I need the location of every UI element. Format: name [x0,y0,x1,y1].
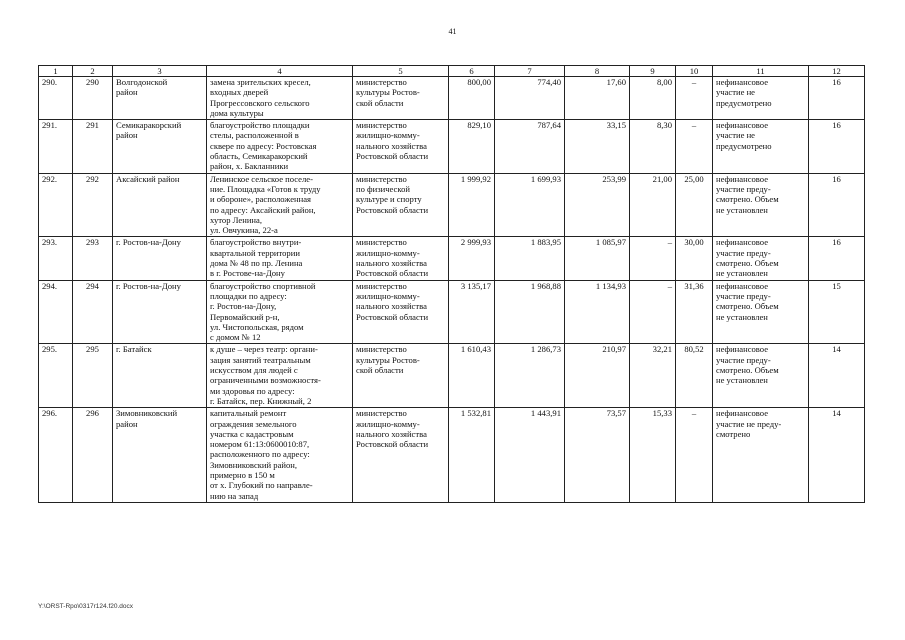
sponsor-funds-cell: 25,00 [676,173,713,237]
score-cell: 15 [809,280,865,344]
total-cost-cell: 1 610,43 [449,344,495,408]
table-row [39,408,865,503]
ministry-line: министерство [356,77,407,87]
project-name-line: номером 61:13:0600010:87, [210,439,310,450]
project-name-line: г. Ростов-на-Дону, [210,301,277,312]
nonfinancial-participation-line: смотрено. Объем [716,194,779,205]
row-number-cell: 295. [39,344,73,408]
ministry-line: культуры Ростов- [356,87,420,98]
registry-table [38,65,865,503]
population-funds-cell: 32,21 [630,344,676,408]
municipality-cell [113,344,207,408]
ministry-line: жилищно-комму- [356,290,420,301]
ministry-line: министерство [356,237,407,248]
ministry-line: ской области [356,97,404,108]
nonfinancial-participation-line: нефинансовое [716,408,769,419]
project-name-line: от х. Глубокий по направле- [210,480,313,491]
table-row [39,77,865,120]
project-name-line: дома № 48 по пр. Ленина [210,258,303,269]
project-name-line: участка с кадастровым [210,428,294,439]
regional-budget-cell: 1 883,95 [495,237,565,280]
file-path-footer: Y:\ORST-Rpo\0317r124.f20.docx [38,603,134,610]
ministry-cell [353,237,449,280]
ministry-line: жилищно-комму- [356,418,420,429]
project-name-line: ограниченными возможностя- [210,375,321,386]
project-name-line: стелы, расположенной в [210,130,299,141]
population-funds-cell: – [630,280,676,344]
regional-budget-cell: 787,64 [495,120,565,173]
nonfinancial-participation-line: нефинансовое [716,173,769,184]
ministry-line: нального хозяйства [356,258,427,269]
project-name-line: с домом № 12 [210,332,261,343]
project-name-line: благоустройство спортивной [210,280,316,291]
table-row [39,237,865,280]
project-name-line: искусством для людей с [210,365,298,376]
project-name-cell [207,408,353,503]
municipality-line: район [116,418,138,429]
nonfinancial-participation-line: участие преду- [716,247,771,258]
nonfinancial-participation-line: участие не [716,130,755,141]
sponsor-funds-cell: 80,52 [676,344,713,408]
project-name-line: Ленинское сельское поселе- [210,173,313,184]
project-name-line: ул. Чистопольская, рядом [210,321,304,332]
project-name-line: примерно в 150 м [210,469,275,480]
population-funds-cell: 8,00 [630,77,676,120]
local-budget-cell: 1 134,93 [565,280,630,344]
local-budget-cell: 73,57 [565,408,630,503]
project-name-line: ограждения земельного [210,418,297,429]
total-cost-cell: 829,10 [449,120,495,173]
local-budget-cell: 17,60 [565,77,630,120]
sponsor-funds-cell: – [676,408,713,503]
score-cell: 14 [809,408,865,503]
ministry-line: министерство [356,408,407,419]
nonfinancial-participation-line: участие не [716,87,755,98]
ministry-line: министерство [356,173,407,184]
local-budget-cell: 253,99 [565,173,630,237]
table-row [39,120,865,173]
project-name-line: входных дверей [210,87,269,98]
col-header-6: 6 [449,66,495,77]
item-number-cell: 295 [73,344,113,408]
table-row [39,280,865,344]
population-funds-cell: – [630,237,676,280]
project-name-line: Зимовниковский район, [210,459,298,470]
nonfinancial-participation-cell [713,408,809,503]
total-cost-cell: 1 999,92 [449,173,495,237]
local-budget-cell: 33,15 [565,120,630,173]
item-number-cell: 296 [73,408,113,503]
project-name-line: к душе – через театр: органи- [210,344,318,355]
municipality-line: Зимовниковский [116,408,178,419]
col-header-1: 1 [39,66,73,77]
nonfinancial-participation-line: нефинансовое [716,344,769,355]
nonfinancial-participation-cell [713,173,809,237]
nonfinancial-participation-cell [713,344,809,408]
project-name-cell [207,280,353,344]
population-funds-cell: 15,33 [630,408,676,503]
col-header-11: 11 [713,66,809,77]
sponsor-funds-cell: 31,36 [676,280,713,344]
nonfinancial-participation-line: нефинансовое [716,120,769,131]
col-header-9: 9 [630,66,676,77]
project-name-line: сквере по адресу: Ростовская [210,140,317,151]
nonfinancial-participation-line: смотрено. Объем [716,365,779,376]
nonfinancial-participation-line: участие преду- [716,290,771,301]
col-header-12: 12 [809,66,865,77]
total-cost-cell: 3 135,17 [449,280,495,344]
municipality-line: г. Батайск [116,344,152,355]
municipality-line: Волгодонской [116,77,168,87]
project-name-cell [207,120,353,173]
ministry-line: жилищно-комму- [356,130,420,141]
nonfinancial-participation-line: предусмотрено [716,97,772,108]
nonfinancial-participation-line: нефинансовое [716,280,769,291]
project-name-line: ми здоровья по адресу: [210,385,295,396]
nonfinancial-participation-line: нефинансовое [716,77,769,87]
ministry-cell [353,173,449,237]
municipality-cell [113,237,207,280]
score-cell: 16 [809,173,865,237]
ministry-line: по физической [356,183,411,194]
score-cell: 14 [809,344,865,408]
project-name-line: Первомайский р-н, [210,311,280,322]
ministry-line: Ростовской области [356,204,429,215]
municipality-line: район [116,130,138,141]
project-name-line: хутор Ленина, [210,214,262,225]
population-funds-cell: 21,00 [630,173,676,237]
regional-budget-cell: 1 699,93 [495,173,565,237]
project-name-line: ул. Овчукина, 22-а [210,225,278,236]
nonfinancial-participation-cell [713,120,809,173]
regional-budget-cell: 1 968,88 [495,280,565,344]
project-name-line: дома культуры [210,107,264,118]
project-name-line: зация занятий театральным [210,354,311,365]
population-funds-cell: 8,30 [630,120,676,173]
table-row [39,344,865,408]
col-header-3: 3 [113,66,207,77]
row-number-cell: 293. [39,237,73,280]
ministry-line: Ростовской области [356,311,429,322]
ministry-line: министерство [356,344,407,355]
ministry-line: нального хозяйства [356,428,427,439]
nonfinancial-participation-line: не установлен [716,268,768,279]
project-name-line: квартальной территории [210,247,300,258]
municipality-line: район [116,87,138,98]
col-header-7: 7 [495,66,565,77]
project-name-line: площадки по адресу: [210,290,287,301]
project-name-line: благоустройство внутри- [210,237,302,248]
ministry-line: нального хозяйства [356,301,427,312]
ministry-line: министерство [356,120,407,131]
sponsor-funds-cell: 30,00 [676,237,713,280]
item-number-cell: 291 [73,120,113,173]
municipality-cell [113,408,207,503]
col-header-10: 10 [676,66,713,77]
total-cost-cell: 800,00 [449,77,495,120]
ministry-line: Ростовской области [356,439,429,450]
nonfinancial-participation-cell [713,77,809,120]
table-row [39,173,865,237]
header-row [39,66,865,77]
row-number-cell: 290. [39,77,73,120]
project-name-line: нию на запад [210,490,259,501]
nonfinancial-participation-cell [713,237,809,280]
nonfinancial-participation-line: смотрено. Объем [716,301,779,312]
project-name-line: г. Батайск, пер. Книжный, 2 [210,395,312,406]
project-name-line: по адресу: Аксайский район, [210,204,316,215]
regional-budget-cell: 1 443,91 [495,408,565,503]
ministry-cell [353,344,449,408]
score-cell: 16 [809,77,865,120]
row-number-cell: 291. [39,120,73,173]
project-name-line: расположенного по адресу: [210,449,310,460]
project-name-line: район, х. Бакланники [210,161,289,172]
nonfinancial-participation-cell [713,280,809,344]
project-name-cell [207,344,353,408]
ministry-cell [353,77,449,120]
municipality-cell [113,77,207,120]
ministry-cell [353,408,449,503]
nonfinancial-participation-line: предусмотрено [716,140,772,151]
nonfinancial-participation-line: смотрено. Объем [716,258,779,269]
ministry-line: жилищно-комму- [356,247,420,258]
ministry-line: культуры Ростов- [356,354,420,365]
project-name-line: и обороне», расположенная [210,194,311,205]
nonfinancial-participation-line: не установлен [716,311,768,322]
row-number-cell: 296. [39,408,73,503]
regional-budget-cell: 1 286,73 [495,344,565,408]
total-cost-cell: 2 999,93 [449,237,495,280]
project-name-cell [207,77,353,120]
sponsor-funds-cell: – [676,120,713,173]
municipality-cell [113,173,207,237]
local-budget-cell: 1 085,97 [565,237,630,280]
col-header-5: 5 [353,66,449,77]
project-name-line: капитальный ремонт [210,408,287,419]
municipality-line: г. Ростов-на-Дону [116,237,181,248]
item-number-cell: 292 [73,173,113,237]
col-header-4: 4 [207,66,353,77]
regional-budget-cell: 774,40 [495,77,565,120]
ministry-cell [353,280,449,344]
project-name-cell [207,173,353,237]
municipality-line: Аксайский район [116,173,180,184]
ministry-line: министерство [356,280,407,291]
local-budget-cell: 210,97 [565,344,630,408]
project-name-line: благоустройство площадки [210,120,310,131]
municipality-line: г. Ростов-на-Дону [116,280,181,291]
sponsor-funds-cell: – [676,77,713,120]
item-number-cell: 293 [73,237,113,280]
row-number-cell: 294. [39,280,73,344]
project-name-line: ние. Площадка «Готов к труду [210,183,321,194]
score-cell: 16 [809,237,865,280]
col-header-8: 8 [565,66,630,77]
nonfinancial-participation-line: смотрено [716,428,751,439]
row-number-cell: 292. [39,173,73,237]
item-number-cell: 294 [73,280,113,344]
project-name-line: в г. Ростове-на-Дону [210,268,285,279]
project-name-line: замена зрительских кресел, [210,77,311,87]
page-number: 41 [448,27,457,36]
nonfinancial-participation-line: участие не преду- [716,418,782,429]
municipality-cell [113,120,207,173]
nonfinancial-participation-line: нефинансовое [716,237,769,248]
nonfinancial-participation-line: не установлен [716,204,768,215]
score-cell: 16 [809,120,865,173]
municipality-cell [113,280,207,344]
ministry-cell [353,120,449,173]
ministry-line: нального хозяйства [356,140,427,151]
nonfinancial-participation-line: участие преду- [716,354,771,365]
ministry-line: ской области [356,365,404,376]
item-number-cell: 290 [73,77,113,120]
total-cost-cell: 1 532,81 [449,408,495,503]
col-header-2: 2 [73,66,113,77]
ministry-line: культуре и спорту [356,194,422,205]
project-name-line: Прогрессовского сельского [210,97,310,108]
project-name-cell [207,237,353,280]
ministry-line: Ростовской области [356,151,429,162]
municipality-line: Семикаракорский [116,120,182,131]
ministry-line: Ростовской области [356,268,429,279]
project-name-line: область, Семикаракорский [210,151,308,162]
nonfinancial-participation-line: участие преду- [716,183,771,194]
nonfinancial-participation-line: не установлен [716,375,768,386]
